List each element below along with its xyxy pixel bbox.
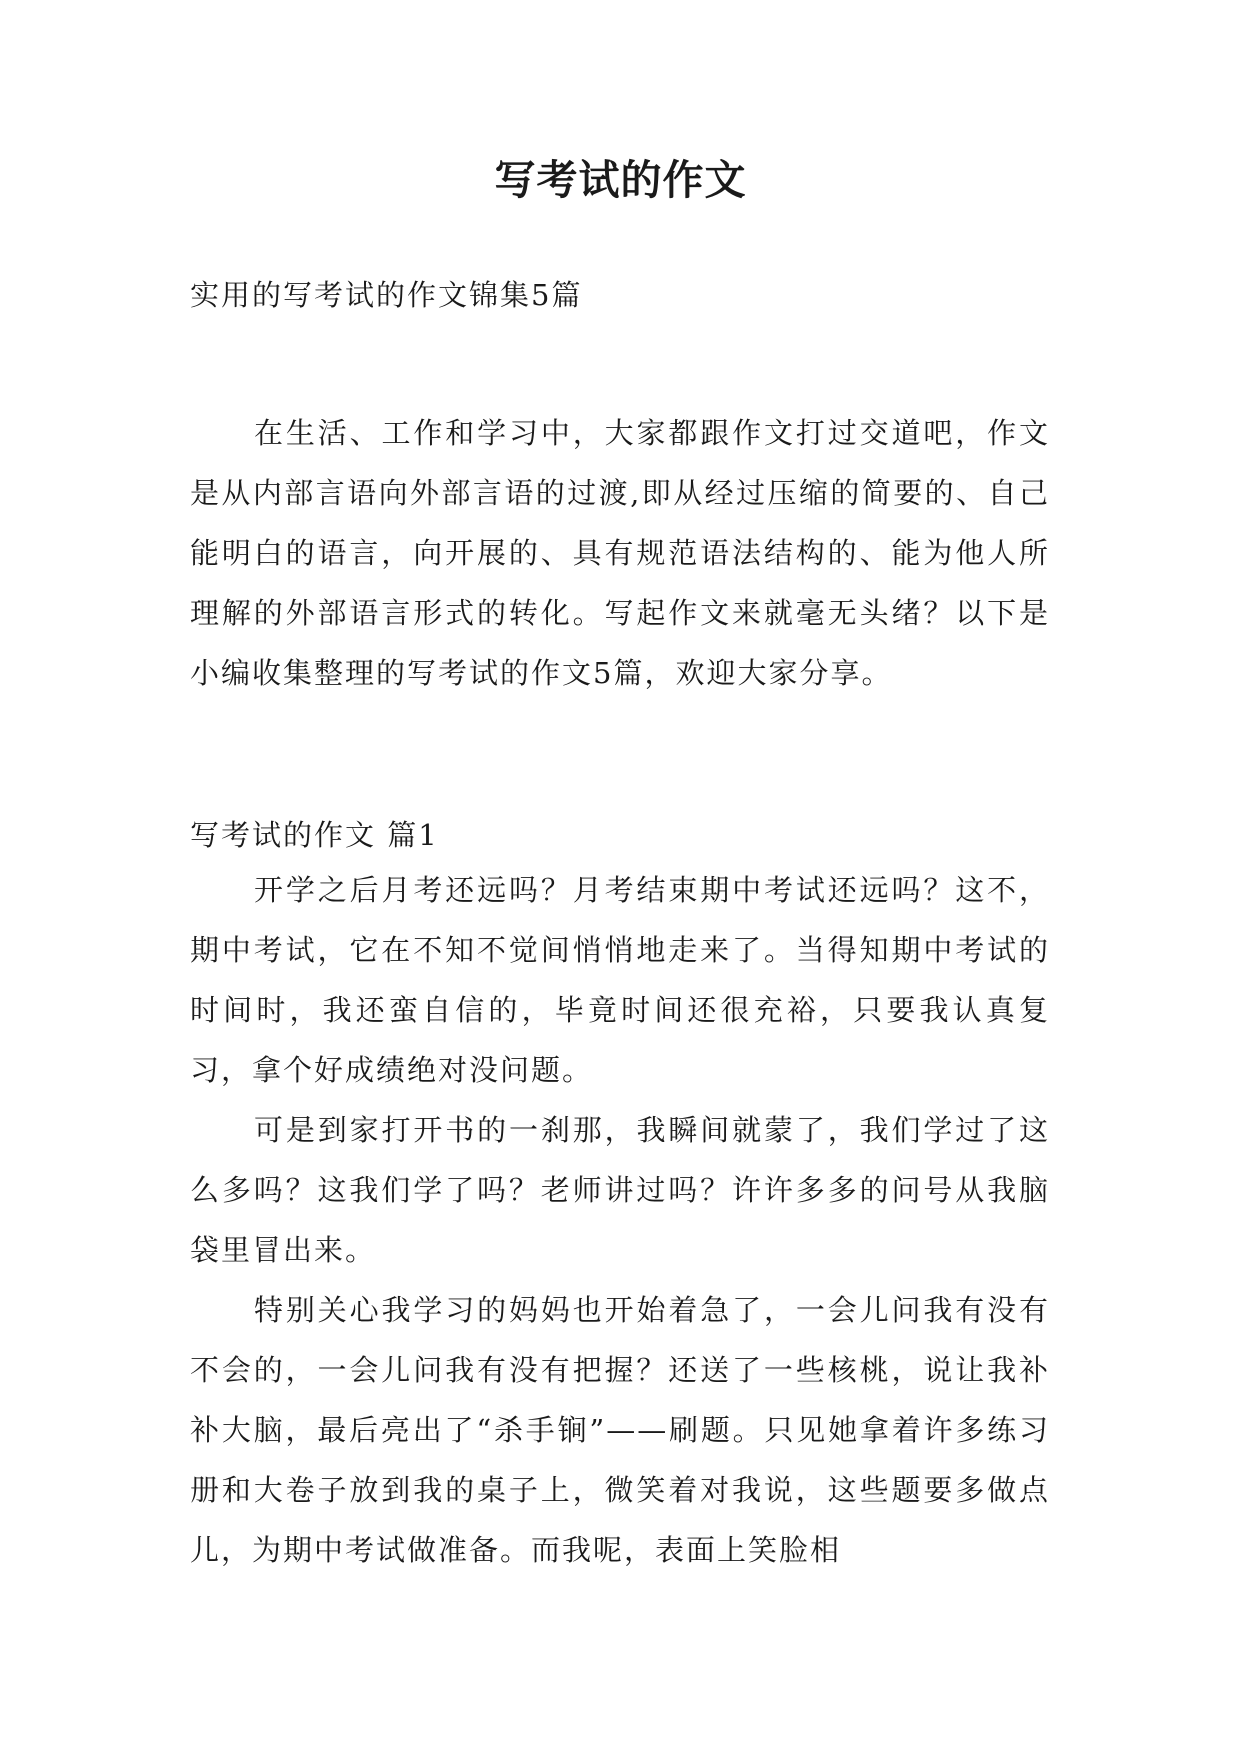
page-title: 写考试的作文 bbox=[494, 156, 747, 204]
section-body bbox=[190, 860, 1050, 1580]
intro-paragraph: 在生活、工作和学习中，大家都跟作文打过交道吧，作文是从内部言语向外部言语的过渡,即从经过压缩的简要的、自己能明白的语言，向开展的、具有规范语法结构的、能为他人所理解的外部语言形式的转化。写起作文来就毫无头绪？以下是小编收集整理的写考试的作文5篇，欢迎大家分享。 bbox=[190, 416, 1050, 690]
body-paragraph-1: 开学之后月考还远吗？月考结束期中考试还远吗？这不，期中考试，它在不知不觉间悄悄地走来了。当得知期中考试的时间时，我还蛮自信的，毕竟时间还很充裕，只要我认真复习，拿个好成绩绝对没问题。 bbox=[190, 873, 1050, 1087]
section-heading: 写考试的作文 篇1 bbox=[190, 818, 439, 852]
body-paragraph-2: 可是到家打开书的一刹那，我瞬间就蒙了，我们学过了这么多吗？这我们学了吗？老师讲过吗？许许多多的问号从我脑袋里冒出来。 bbox=[190, 1113, 1050, 1267]
body-paragraph-3: 特别关心我学习的妈妈也开始着急了，一会儿问我有没有不会的，一会儿问我有没有把握？还送了一些核桃，说让我补补大脑，最后亮出了“杀手锏”——刷题。只见她拿着许多练习册和大卷子放到我的桌子上，微笑着对我说，这些题要多做点儿，为期中考试做准备。而我呢，表面上笑脸相 bbox=[190, 1293, 1050, 1567]
document-subtitle: 实用的写考试的作文锦集5篇 bbox=[190, 278, 583, 312]
